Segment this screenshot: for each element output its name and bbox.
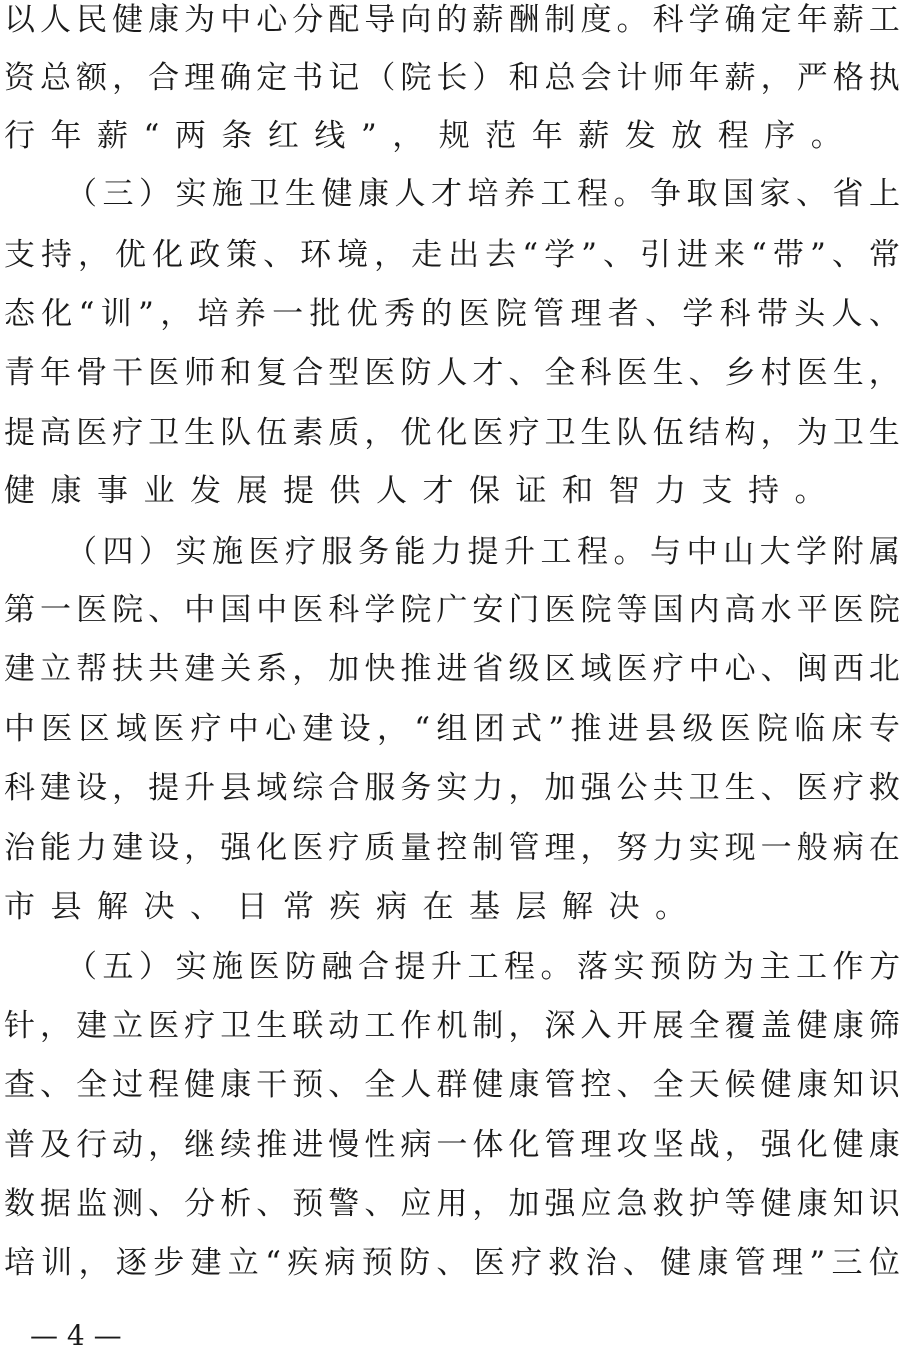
body-text-line: 资 总 额 ， 合 理 确 定 书 记 （ 院 长 ） 和 总 会 计 师 年 薪 ， 严 格 执 xyxy=(4,60,900,96)
section-heading-line: （ 五 ） 实 施 医 防 融 合 提 升 工 程 。 落 实 预 防 为 主 工 作 方 xyxy=(66,949,900,985)
body-text-line: 科 建 设 ， 提 升 县 域 综 合 服 务 实 力 ， 加 强 公 共 卫 生 、 医 疗 救 xyxy=(4,770,900,806)
body-text-line: 培 训 ， 逐 步 建 立 “ 疾 病 预 防 、 医 疗 救 治 、 健 康 管 理 ” 三 位 xyxy=(4,1245,900,1281)
body-text-line: 行 年 薪 “ 两 条 红 线 ” ， 规 范 年 薪 发 放 程 序 。 xyxy=(4,118,842,154)
body-text-line: 第 一 医 院 、 中 国 中 医 科 学 院 广 安 门 医 院 等 国 内 高 水 平 医 院 xyxy=(4,592,900,628)
section-heading-line: （ 四 ） 实 施 医 疗 服 务 能 力 提 升 工 程 。 与 中 山 大 学 附 属 xyxy=(66,534,900,570)
body-text-line: 健 康 事 业 发 展 提 供 人 才 保 证 和 智 力 支 持 。 xyxy=(4,473,826,509)
body-text-line: 支 持 ， 优 化 政 策 、 环 境 ， 走 出 去 “ 学 ” 、 引 进 来 “ 带 ” 、 常 xyxy=(4,237,900,273)
body-text-line: 以 人 民 健 康 为 中 心 分 配 导 向 的 薪 酬 制 度 。 科 学 确 定 年 薪 工 xyxy=(4,2,900,38)
section-heading-line: （ 三 ） 实 施 卫 生 健 康 人 才 培 养 工 程 。 争 取 国 家 、 省 上 xyxy=(66,176,900,212)
page-number: — 4 — xyxy=(30,1319,122,1352)
body-text-line: 态 化 “ 训 ” ， 培 养 一 批 优 秀 的 医 院 管 理 者 、 学 科 带 头 人 、 xyxy=(4,296,900,332)
body-text-line: 建 立 帮 扶 共 建 关 系 ， 加 快 推 进 省 级 区 域 医 疗 中 心 、 闽 西 北 xyxy=(4,651,900,687)
body-text-line: 针 ， 建 立 医 疗 卫 生 联 动 工 作 机 制 ， 深 入 开 展 全 覆 盖 健 康 筛 xyxy=(4,1008,900,1044)
body-text-line: 青 年 骨 干 医 师 和 复 合 型 医 防 人 才 、 全 科 医 生 、 乡 村 医 生 ， xyxy=(4,355,900,391)
body-text-line: 治 能 力 建 设 ， 强 化 医 疗 质 量 控 制 管 理 ， 努 力 实 现 一 般 病 在 xyxy=(4,830,900,866)
body-text-line: 提 高 医 疗 卫 生 队 伍 素 质 ， 优 化 医 疗 卫 生 队 伍 结 构 ， 为 卫 生 xyxy=(4,415,900,451)
body-text-line: 查 、 全 过 程 健 康 干 预 、 全 人 群 健 康 管 控 、 全 天 候 健 康 知 识 xyxy=(4,1067,900,1103)
body-text-line: 数 据 监 测 、 分 析 、 预 警 、 应 用 ， 加 强 应 急 救 护 等 健 康 知 识 xyxy=(4,1186,900,1222)
body-text-line: 市 县 解 决 、 日 常 疾 病 在 基 层 解 决 。 xyxy=(4,889,686,925)
body-text-line: 普 及 行 动 ， 继 续 推 进 慢 性 病 一 体 化 管 理 攻 坚 战 ， 强 化 健 康 xyxy=(4,1127,900,1163)
body-text-line: 中 医 区 域 医 疗 中 心 建 设 ， “ 组 团 式 ” 推 进 县 级 医 院 临 床 专 xyxy=(4,711,900,747)
